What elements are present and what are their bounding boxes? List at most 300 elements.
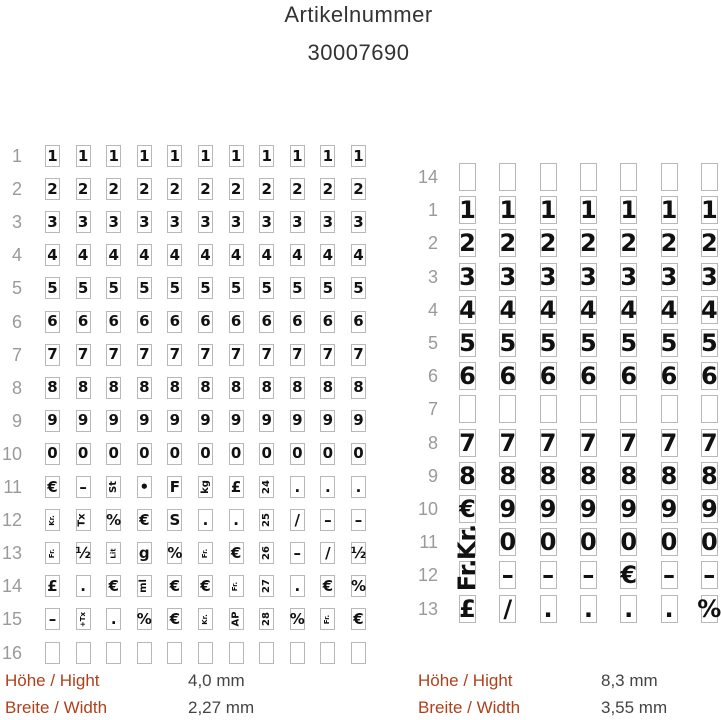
stamp-character-cell: 6 <box>580 362 597 391</box>
stamp-character-cell: 5 <box>229 277 244 299</box>
stamp-character-cell: 1 <box>198 145 213 167</box>
stamp-character-cell: 6 <box>660 362 678 391</box>
stamp-character-cell: 0 <box>700 528 718 557</box>
stamp-character-cell: – <box>701 561 718 589</box>
stamp-character-cell: 8 <box>660 461 678 490</box>
stamp-character-cell: 5 <box>290 277 305 299</box>
stamp-character-cell: € <box>167 575 182 597</box>
row-label: 11 <box>3 477 22 497</box>
stamp-character-cell: S <box>167 509 182 531</box>
row-label: 13 <box>417 598 438 619</box>
stamp-character-cell: 0 <box>167 443 182 465</box>
stamp-character-cell: 3 <box>351 211 366 233</box>
stamp-character-cell: 5 <box>539 329 557 357</box>
stamp-character-cell: 4 <box>198 244 213 266</box>
stamp-character-cell: € <box>137 509 152 531</box>
stamp-character-cell: £ <box>459 594 476 623</box>
stamp-character-cell: 7 <box>539 428 557 457</box>
stamp-character-cell: – <box>661 561 678 589</box>
stamp-character-cell: 4 <box>76 244 91 266</box>
stamp-character-cell: 5 <box>459 329 476 357</box>
blank-stamp-cell <box>540 395 557 423</box>
stamp-character-cell: € <box>459 495 476 523</box>
stamp-character-cell: 8 <box>229 377 244 399</box>
stamp-character-cell: / <box>290 509 305 531</box>
stamp-character-cell: % <box>106 509 121 531</box>
stamp-character-cell: ½ <box>76 542 91 564</box>
stamp-character-cell: € <box>351 608 366 630</box>
stamp-character-cell: 7 <box>459 428 476 457</box>
row-label: 10 <box>417 499 438 519</box>
row-label: 5 <box>427 333 438 353</box>
blank-stamp-cell <box>580 395 597 423</box>
blank-stamp-cell <box>459 395 476 423</box>
blank-stamp-cell <box>701 163 718 191</box>
right-height-label: Höhe / Hight <box>418 671 513 690</box>
stamp-character-cell: 1 <box>499 196 517 225</box>
stamp-character-cell: . <box>661 595 678 623</box>
stamp-character-cell: 9 <box>660 495 678 523</box>
stamp-character-cell: 28 <box>259 608 274 630</box>
row-label: 10 <box>1 443 22 464</box>
left-width-value: 2,27 mm <box>188 698 255 717</box>
stamp-character-cell: 1 <box>539 196 557 225</box>
stamp-character-cell: 7 <box>351 344 366 366</box>
stamp-character-cell: € <box>45 476 60 498</box>
stamp-character-cell: 4 <box>459 295 476 324</box>
row-label: 11 <box>419 532 438 553</box>
stamp-character-cell: 9 <box>620 495 638 523</box>
stamp-character-cell: +Tx <box>76 608 91 630</box>
stamp-character-cell: 3 <box>660 262 678 291</box>
stamp-character-cell: 6 <box>167 311 182 333</box>
stamp-character-cell: 9 <box>351 410 366 432</box>
stamp-character-cell: 5 <box>660 329 678 357</box>
blank-stamp-cell <box>45 642 60 664</box>
stamp-character-cell: 1 <box>580 196 597 225</box>
blank-stamp-cell <box>661 395 678 423</box>
stamp-character-cell: 3 <box>499 262 517 291</box>
stamp-character-cell: 6 <box>290 311 305 333</box>
stamp-character-cell: 0 <box>106 443 121 465</box>
stamp-character-cell: 3 <box>700 262 718 291</box>
stamp-character-cell: 2 <box>351 178 366 200</box>
row-label: 3 <box>11 212 22 233</box>
stamp-character-cell: € <box>106 575 121 597</box>
stamp-character-cell: Lit <box>106 542 121 564</box>
stamp-character-cell: 4 <box>620 295 638 324</box>
stamp-character-cell: – <box>320 509 335 531</box>
stamp-character-cell: 2 <box>320 178 335 200</box>
stamp-character-cell: 4 <box>320 244 335 266</box>
stamp-character-cell: 4 <box>290 244 305 266</box>
row-label: 6 <box>427 366 438 387</box>
stamp-character-cell: 1 <box>229 145 244 167</box>
left-width-label: Breite / Width <box>5 698 108 717</box>
stamp-character-cell: 0 <box>290 443 305 465</box>
stamp-character-cell: 0 <box>45 443 60 465</box>
stamp-character-cell: 7 <box>45 344 60 366</box>
stamp-character-cell: 2 <box>539 229 557 258</box>
stamp-character-cell: 6 <box>620 362 638 391</box>
stamp-character-cell: 3 <box>76 211 91 233</box>
stamp-character-cell: 1 <box>660 196 678 225</box>
stamp-character-cell: . <box>540 595 557 623</box>
stamp-character-cell: 7 <box>198 344 213 366</box>
stamp-character-cell: 4 <box>499 295 517 324</box>
stamp-character-cell: € <box>320 575 335 597</box>
stamp-character-cell: 1 <box>45 145 60 167</box>
stamp-character-cell: 5 <box>700 329 718 357</box>
stamp-character-cell: 25 <box>259 509 274 531</box>
stamp-character-cell: 9 <box>76 410 91 432</box>
stamp-character-cell: 0 <box>660 528 678 557</box>
stamp-character-cell: 3 <box>106 211 121 233</box>
stamp-character-cell: 6 <box>45 311 60 333</box>
blank-stamp-cell <box>661 163 678 191</box>
stamp-character-cell: 1 <box>106 145 121 167</box>
stamp-character-cell: 8 <box>320 377 335 399</box>
stamp-character-cell: St <box>106 476 121 498</box>
stamp-character-cell: . <box>320 476 335 498</box>
stamp-character-cell: 3 <box>167 211 182 233</box>
row-label: 7 <box>11 344 22 365</box>
stamp-character-cell: 3 <box>45 211 60 233</box>
blank-stamp-cell <box>290 642 305 664</box>
stamp-character-cell: 5 <box>167 277 182 299</box>
stamp-character-cell: 1 <box>259 145 274 167</box>
stamp-character-cell: 9 <box>45 410 60 432</box>
stamp-character-cell: 3 <box>539 262 557 291</box>
stamp-character-cell: 7 <box>320 344 335 366</box>
stamp-character-cell: – <box>76 476 91 498</box>
blank-stamp-cell <box>137 642 152 664</box>
stamp-character-cell: AP <box>229 608 244 630</box>
stamp-character-cell: 8 <box>459 461 476 490</box>
stamp-character-cell: ml <box>137 575 152 597</box>
row-label: 12 <box>1 510 22 531</box>
stamp-character-cell: 2 <box>459 229 476 258</box>
stamp-character-cell: 6 <box>259 311 274 333</box>
blank-stamp-cell <box>459 163 476 191</box>
stamp-character-cell: – <box>45 608 60 630</box>
stamp-character-cell: . <box>290 575 305 597</box>
stamp-character-cell: 6 <box>320 311 335 333</box>
row-label: 14 <box>417 167 438 187</box>
right-width-label: Breite / Width <box>418 698 521 717</box>
stamp-character-cell: Kr. <box>453 524 482 561</box>
stamp-character-cell: 1 <box>351 145 366 167</box>
row-label: 15 <box>1 609 22 630</box>
blank-stamp-cell <box>167 642 182 664</box>
stamp-character-cell: . <box>290 476 305 498</box>
stamp-character-cell: 2 <box>700 229 718 258</box>
stamp-character-cell: 5 <box>499 329 517 357</box>
blank-stamp-cell <box>580 163 597 191</box>
stamp-character-cell: 2 <box>259 178 274 200</box>
stamp-character-cell: 2 <box>137 178 152 200</box>
stamp-character-cell: 7 <box>620 428 638 457</box>
blank-stamp-cell <box>320 642 335 664</box>
stamp-character-cell: 0 <box>259 443 274 465</box>
stamp-character-cell: 1 <box>290 145 305 167</box>
stamp-character-cell: 7 <box>167 344 182 366</box>
stamp-character-cell: 9 <box>198 410 213 432</box>
stamp-character-cell: 9 <box>290 410 305 432</box>
stamp-character-cell: 8 <box>45 377 60 399</box>
stamp-character-cell: 4 <box>700 295 718 324</box>
row-label: 8 <box>11 377 22 398</box>
stamp-character-cell: 5 <box>45 277 60 299</box>
stamp-character-cell: 0 <box>620 528 638 557</box>
stamp-character-cell: 7 <box>76 344 91 366</box>
stamp-character-cell: 6 <box>459 362 476 391</box>
stamp-character-cell: 9 <box>320 410 335 432</box>
stamp-character-cell: 4 <box>229 244 244 266</box>
stamp-character-cell: 4 <box>137 244 152 266</box>
stamp-character-cell: . <box>198 509 213 531</box>
blank-stamp-cell <box>499 395 516 423</box>
stamp-character-cell: • <box>137 476 152 498</box>
left-height-label: Höhe / Hight <box>5 671 100 690</box>
stamp-character-cell: 2 <box>45 178 60 200</box>
stamp-character-cell: 0 <box>351 443 366 465</box>
stamp-character-cell: – <box>540 561 557 589</box>
blank-stamp-cell <box>499 163 516 191</box>
article-number: 30007690 <box>307 40 410 65</box>
stamp-character-cell: 5 <box>106 277 121 299</box>
stamp-character-cell: Kr. <box>198 608 213 630</box>
row-label: 3 <box>427 266 438 287</box>
stamp-character-cell: 2 <box>620 229 638 258</box>
stamp-character-cell: 0 <box>76 443 91 465</box>
stamp-character-cell: 7 <box>137 344 152 366</box>
stamp-character-cell: 5 <box>76 277 91 299</box>
stamp-character-cell: 7 <box>700 428 718 457</box>
stamp-character-cell: 0 <box>580 528 597 557</box>
stamp-character-cell: 3 <box>620 262 638 291</box>
stamp-character-cell: 9 <box>106 410 121 432</box>
stamp-character-cell: 9 <box>700 495 718 523</box>
row-label: 9 <box>11 410 22 431</box>
stamp-character-cell: Fr. <box>198 542 213 564</box>
blank-stamp-cell <box>620 395 637 423</box>
stamp-character-cell: 9 <box>229 410 244 432</box>
stamp-character-cell: Fr. <box>453 559 482 592</box>
stamp-character-cell: 4 <box>660 295 678 324</box>
stamp-character-cell: 2 <box>106 178 121 200</box>
stamp-character-cell: 2 <box>499 229 517 258</box>
blank-stamp-cell <box>351 642 366 664</box>
stamp-character-cell: 1 <box>76 145 91 167</box>
stamp-character-cell: 4 <box>580 295 597 324</box>
stamp-character-cell: g <box>137 542 152 564</box>
row-label: 1 <box>11 146 22 166</box>
stamp-character-cell: 5 <box>198 277 213 299</box>
stamp-character-cell: 8 <box>700 461 718 490</box>
blank-stamp-cell <box>259 642 274 664</box>
stamp-character-cell: % <box>167 542 182 564</box>
stamp-character-cell: 5 <box>320 277 335 299</box>
row-label: 7 <box>427 399 438 420</box>
stamp-character-cell: / <box>320 542 335 564</box>
stamp-character-cell: % <box>351 575 366 597</box>
page-title: Artikelnummer <box>284 2 433 27</box>
stamp-character-cell: % <box>137 608 152 630</box>
stamp-character-cell: 9 <box>499 495 517 523</box>
stamp-character-cell: 2 <box>167 178 182 200</box>
blank-stamp-cell <box>701 395 718 423</box>
stamp-character-cell: 2 <box>198 178 213 200</box>
stamp-character-cell: 3 <box>259 211 274 233</box>
stamp-character-cell: . <box>620 595 637 623</box>
stamp-character-cell: 3 <box>459 262 476 291</box>
row-label: 9 <box>427 465 438 486</box>
row-label: 8 <box>427 432 438 453</box>
stamp-character-cell: – <box>499 561 516 589</box>
stamp-character-cell: . <box>106 608 121 630</box>
stamp-character-cell: 24 <box>259 476 274 498</box>
stamp-character-cell: 7 <box>660 428 678 457</box>
stamp-character-cell: 0 <box>198 443 213 465</box>
stamp-character-cell: 8 <box>580 461 597 490</box>
stamp-character-cell: 9 <box>539 495 557 523</box>
row-label: 12 <box>417 565 438 586</box>
stamp-character-cell: £ <box>229 476 244 498</box>
stamp-character-cell: 6 <box>351 311 366 333</box>
stamp-character-cell: Kr. <box>45 509 60 531</box>
stamp-character-cell: € <box>620 561 638 590</box>
stamp-character-cell: Fr. <box>229 575 244 597</box>
stamp-character-cell: 8 <box>351 377 366 399</box>
stamp-character-cell: € <box>229 542 244 564</box>
stamp-character-cell: 1 <box>137 145 152 167</box>
blank-stamp-cell <box>620 163 637 191</box>
stamp-character-cell: 4 <box>351 244 366 266</box>
stamp-character-cell: 9 <box>259 410 274 432</box>
stamp-character-cell: 8 <box>106 377 121 399</box>
stamp-character-cell: 2 <box>76 178 91 200</box>
row-label: 16 <box>1 642 22 663</box>
row-label: 5 <box>11 278 22 299</box>
stamp-character-cell: Fr. <box>45 542 60 564</box>
stamp-character-cell: – <box>351 509 366 531</box>
stamp-character-cell: 0 <box>137 443 152 465</box>
stamp-character-cell: 4 <box>539 295 557 324</box>
stamp-character-cell: 9 <box>167 410 182 432</box>
stamp-character-cell: % <box>697 594 721 623</box>
stamp-character-cell: 1 <box>620 196 638 225</box>
stamp-character-cell: 6 <box>76 311 91 333</box>
stamp-character-cell: kg <box>198 476 213 498</box>
stamp-character-cell: 0 <box>539 528 557 557</box>
stamp-character-cell: 2 <box>290 178 305 200</box>
stamp-character-cell: 4 <box>167 244 182 266</box>
stamp-character-cell: 6 <box>106 311 121 333</box>
stamp-character-cell: 3 <box>137 211 152 233</box>
row-label: 1 <box>427 200 438 221</box>
stamp-character-cell: 6 <box>198 311 213 333</box>
blank-stamp-cell <box>229 642 244 664</box>
stamp-character-cell: Fr. <box>320 608 335 630</box>
row-label: 2 <box>427 233 438 254</box>
stamp-character-cell: 7 <box>580 428 597 457</box>
stamp-character-cell: 6 <box>137 311 152 333</box>
stamp-character-cell: – <box>580 561 597 589</box>
stamp-character-cell: 2 <box>660 229 678 258</box>
stamp-character-cell: 6 <box>700 362 718 391</box>
right-width-value: 3,55 mm <box>601 698 668 717</box>
stamp-character-cell: 3 <box>580 262 597 291</box>
stamp-character-cell: 3 <box>320 211 335 233</box>
stamp-character-cell: 6 <box>229 311 244 333</box>
stamp-character-cell: 2 <box>580 229 597 258</box>
stamp-character-cell: 7 <box>259 344 274 366</box>
stamp-character-cell: 6 <box>499 362 517 391</box>
stamp-character-cell: 4 <box>106 244 121 266</box>
right-height-value: 8,3 mm <box>601 671 658 690</box>
stamp-character-cell: 3 <box>229 211 244 233</box>
stamp-character-cell: € <box>167 608 182 630</box>
stamp-character-cell: Tx <box>76 509 91 531</box>
blank-stamp-cell <box>76 642 91 664</box>
stamp-character-cell: 8 <box>620 461 638 490</box>
stamp-character-cell: 5 <box>137 277 152 299</box>
stamp-character-cell: 8 <box>539 461 557 490</box>
stamp-character-cell: / <box>499 595 516 623</box>
row-label: 4 <box>427 299 438 320</box>
stamp-character-cell: 3 <box>290 211 305 233</box>
row-label: 13 <box>1 543 22 564</box>
stamp-character-cell: 7 <box>290 344 305 366</box>
stamp-character-cell: 9 <box>580 495 597 523</box>
stamp-character-cell: 4 <box>259 244 274 266</box>
stamp-character-cell: ½ <box>351 542 366 564</box>
stamp-character-cell: 4 <box>45 244 60 266</box>
row-label: 4 <box>11 245 22 266</box>
blank-stamp-cell <box>540 163 557 191</box>
stamp-character-cell: 7 <box>499 428 517 457</box>
stamp-character-cell: 8 <box>76 377 91 399</box>
stamp-character-cell: % <box>290 608 305 630</box>
stamp-character-cell: 6 <box>539 362 557 391</box>
stamp-character-cell: 8 <box>499 461 517 490</box>
stamp-character-cell: . <box>351 476 366 498</box>
stamp-character-cell: 5 <box>351 277 366 299</box>
left-height-value: 4,0 mm <box>188 671 245 690</box>
stamp-character-cell: 7 <box>229 344 244 366</box>
stamp-character-cell: 8 <box>137 377 152 399</box>
stamp-character-cell: 8 <box>259 377 274 399</box>
stamp-character-cell: . <box>229 509 244 531</box>
row-label: 14 <box>1 576 22 597</box>
stamp-character-cell: 5 <box>580 329 597 357</box>
stamp-character-cell: – <box>290 542 305 564</box>
stamp-character-cell: £ <box>45 575 60 597</box>
stamp-character-cell: 1 <box>700 196 718 225</box>
stamp-character-cell: 0 <box>320 443 335 465</box>
stamp-character-cell: 26 <box>259 542 274 564</box>
stamp-character-cell: 7 <box>106 344 121 366</box>
stamp-character-cell: 1 <box>167 145 182 167</box>
stamp-character-cell: 1 <box>320 145 335 167</box>
stamp-character-cell: 5 <box>620 329 638 357</box>
stamp-character-cell: 8 <box>198 377 213 399</box>
stamp-character-cell: 9 <box>137 410 152 432</box>
stamp-character-cell: . <box>76 575 91 597</box>
stamp-character-cell: 8 <box>290 377 305 399</box>
stamp-character-cell: 8 <box>167 377 182 399</box>
